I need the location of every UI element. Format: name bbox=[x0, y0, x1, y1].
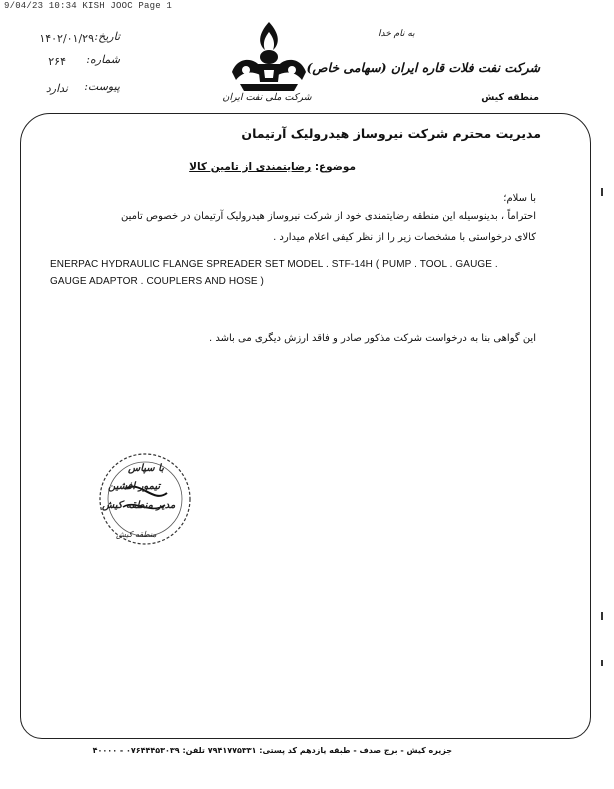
scan-edge-mark bbox=[601, 188, 603, 196]
attachment-label: پیوست: bbox=[84, 80, 120, 93]
number-value: ۲۶۴ bbox=[48, 55, 66, 68]
company-logo bbox=[228, 20, 310, 94]
product-line-2: GAUGE ADAPTOR . COUPLERS AND HOSE ) bbox=[50, 276, 264, 287]
recipient: مدیریت محترم شرکت نیروساز هیدرولیک آرتیمان bbox=[241, 126, 541, 141]
product-line-1: ENERPAC HYDRAULIC FLANGE SPREADER SET MODEL . STF-14H ( PUMP . TOOL . GAUGE . bbox=[50, 259, 498, 270]
fax-header: 9/04/23 10:34 KISH JOOC Page 1 bbox=[4, 1, 173, 11]
scan-edge-mark bbox=[601, 660, 603, 666]
subject bbox=[189, 161, 356, 173]
footer-address: جزیره کیش - برج صدف - طبقه یازدهم کد پستی: ۷۹۴۱۷۷۵۳۳۱ تلفن: ۰۷۶۴۴۴۵۳۰۳۹ - ۴۰۰۰۰ bbox=[92, 746, 452, 755]
date-value: ۱۴۰۲/۰۱/۲۹ bbox=[39, 32, 94, 45]
date-label: تاریخ: bbox=[94, 30, 120, 43]
attachment-value: ندارد bbox=[45, 82, 68, 95]
greeting: با سلام؛ bbox=[503, 193, 536, 204]
logo-caption: شرکت ملی نفت ایران bbox=[222, 92, 312, 103]
region-name: منطقه کیش bbox=[481, 92, 539, 103]
subject-value: رضایتمندی از تامین کالا bbox=[189, 161, 312, 173]
paragraph-line-2: کالای درخواستی با مشخصات زیر را از نظر کیفی اعلام میدارد . bbox=[273, 232, 536, 243]
paragraph-line-1: احتراماً ، بدینوسیله این منطقه رضایتمندی خود از شرکت نیروساز هیدرولیک آرتیمان در خصوص تامین bbox=[121, 211, 536, 222]
subject-label: موضوع: bbox=[314, 161, 356, 173]
stamp-ring-text: منطقه کیش bbox=[116, 530, 157, 539]
signature-line-2: تیمور افشین bbox=[108, 481, 161, 492]
closing-statement: این گواهی بنا به درخواست شرکت مذکور صادر و فاقد ارزش دیگری می باشد . bbox=[208, 333, 536, 344]
letter-frame bbox=[20, 113, 591, 739]
signature-line-1: با سپاس bbox=[128, 463, 164, 474]
number-label: شماره: bbox=[86, 53, 120, 66]
scan-edge-mark bbox=[601, 612, 603, 620]
basmala: به نام خدا bbox=[378, 29, 415, 39]
company-name: شرکت نفت فلات قاره ایران (سهامی خاص) bbox=[306, 60, 540, 75]
signature-line-3: مدیر منطقه کیش bbox=[102, 500, 176, 511]
